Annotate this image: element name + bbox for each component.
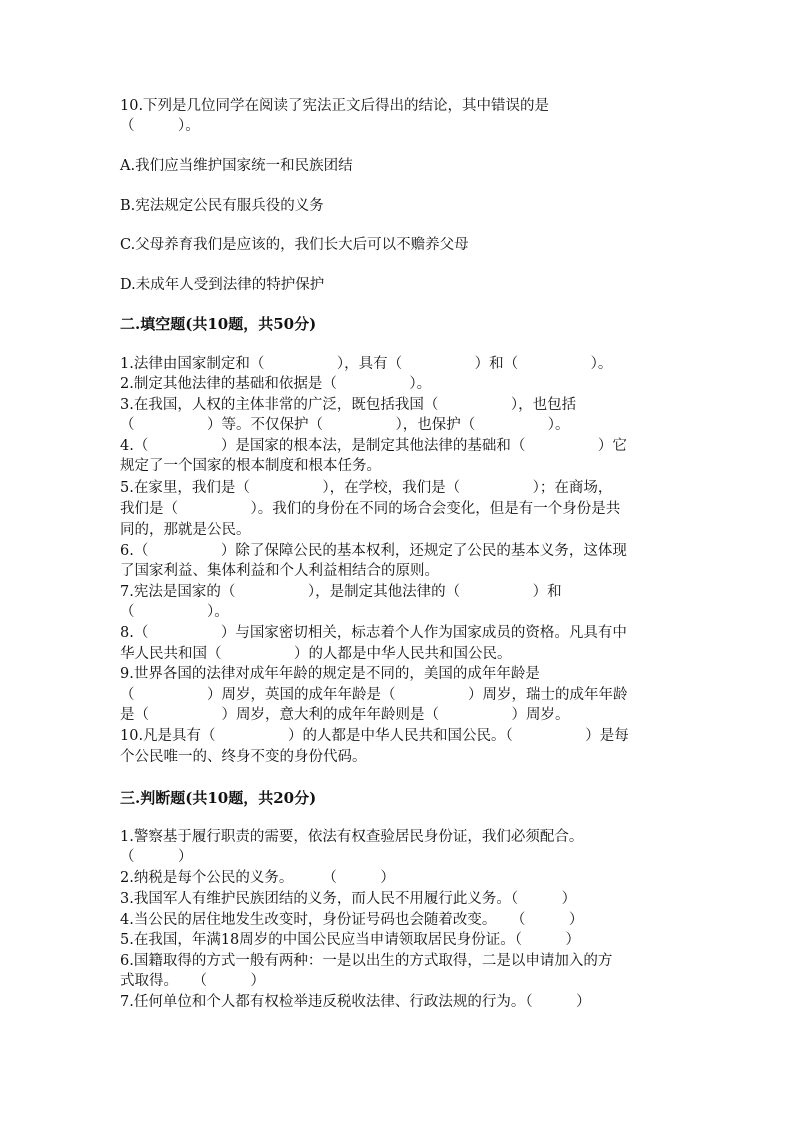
judge-line: 式取得。 （ ） <box>120 973 265 989</box>
fill-line: 规定了一个国家的根本制度和根本任务。 <box>120 458 381 474</box>
fill-line: 7.宪法是国家的（ ），是制定其他法律的（ ）和 <box>120 584 562 600</box>
judge-line: 2.纳税是每个公民的义务。 （ ） <box>120 870 395 886</box>
fill-line: 同的，那就是公民。 <box>120 522 251 538</box>
q10-stem-line-2: （ ）。 <box>120 118 200 134</box>
fill-line: 10.凡是具有（ ）的人都是中华人民共和国公民。（ ）是每 <box>120 728 629 744</box>
q10-option-a: A.我们应当维护国家统一和民族团结 <box>120 158 353 174</box>
q10-stem-line-1: 10.下列是几位同学在阅读了宪法正文后得出的结论，其中错误的是 <box>120 98 550 114</box>
fill-line: 5.在家里，我们是（ ），在学校，我们是（ ）；在商场， <box>120 480 613 496</box>
judge-line: （ ） <box>120 849 193 865</box>
judge-line: 7.任何单位和个人都有权检举违反税收法律、行政法规的行为。（ ） <box>120 994 591 1010</box>
fill-line: 4.（ ）是国家的根本法，是制定其他法律的基础和（ ）它 <box>120 438 627 454</box>
fill-line: 个公民唯一的、终身不变的身份代码。 <box>120 749 367 765</box>
judge-section-heading: 三.判断题(共10题，共20分) <box>120 789 317 807</box>
fill-line: 1.法律由国家制定和（ ），具有（ ）和（ ）。 <box>120 356 613 372</box>
fill-line: 2.制定其他法律的基础和依据是（ ）。 <box>120 376 432 392</box>
fill-line: 了国家利益、集体利益和个人利益相结合的原则。 <box>120 563 439 579</box>
fill-line: 9.世界各国的法律对成年年龄的规定是不同的，美国的成年年龄是 <box>120 666 540 682</box>
judge-line: 6.国籍取得的方式一般有两种：一是以出生的方式取得，二是以申请加入的方 <box>120 953 613 969</box>
q10-option-c: C.父母养育我们是应该的，我们长大后可以不赡养父母 <box>120 237 469 253</box>
fill-line: 华人民共和国（ ）的人都是中华人民共和国公民。 <box>120 646 512 662</box>
fill-line: 我们是（ ）。我们的身份在不同的场合会变化，但是有一个身份是共 <box>120 501 621 517</box>
fill-line: 是（ ）周岁，意大利的成年年龄则是（ ）周岁。 <box>120 707 570 723</box>
judge-line: 1.警察基于履行职责的需要，依法有权查验居民身份证，我们必须配合。 <box>120 829 584 845</box>
judge-line: 4.当公民的居住地发生改变时，身份证号码也会随着改变。 （ ） <box>120 912 584 928</box>
q10-option-b: B.宪法规定公民有服兵役的义务 <box>120 198 324 214</box>
judge-line: 5.在我国，年满18周岁的中国公民应当申请领取居民身份证。（ ） <box>120 932 581 948</box>
fill-line: （ ）。 <box>120 604 229 620</box>
q10-option-d: D.未成年人受到法律的特护保护 <box>120 277 325 293</box>
judge-line: 3.我国军人有维护民族团结的义务，而人民不用履行此义务。（ ） <box>120 891 577 907</box>
fill-line: 3.在我国，人权的主体非常的广泛，既包括我国（ ），也包括 <box>120 397 577 413</box>
fill-line: 6.（ ）除了保障公民的基本权利，还规定了公民的基本义务，这体现 <box>120 543 627 559</box>
fill-line: 8.（ ）与国家密切相关，标志着个人作为国家成员的资格。凡具有中 <box>120 625 627 641</box>
fill-line: （ ）周岁，英国的成年年龄是（ ）周岁，瑞士的成年年龄 <box>120 687 628 703</box>
fill-section-heading: 二.填空题(共10题，共50分) <box>120 315 317 333</box>
fill-line: （ ）等。不仅保护（ ），也保护（ ）。 <box>120 417 570 433</box>
